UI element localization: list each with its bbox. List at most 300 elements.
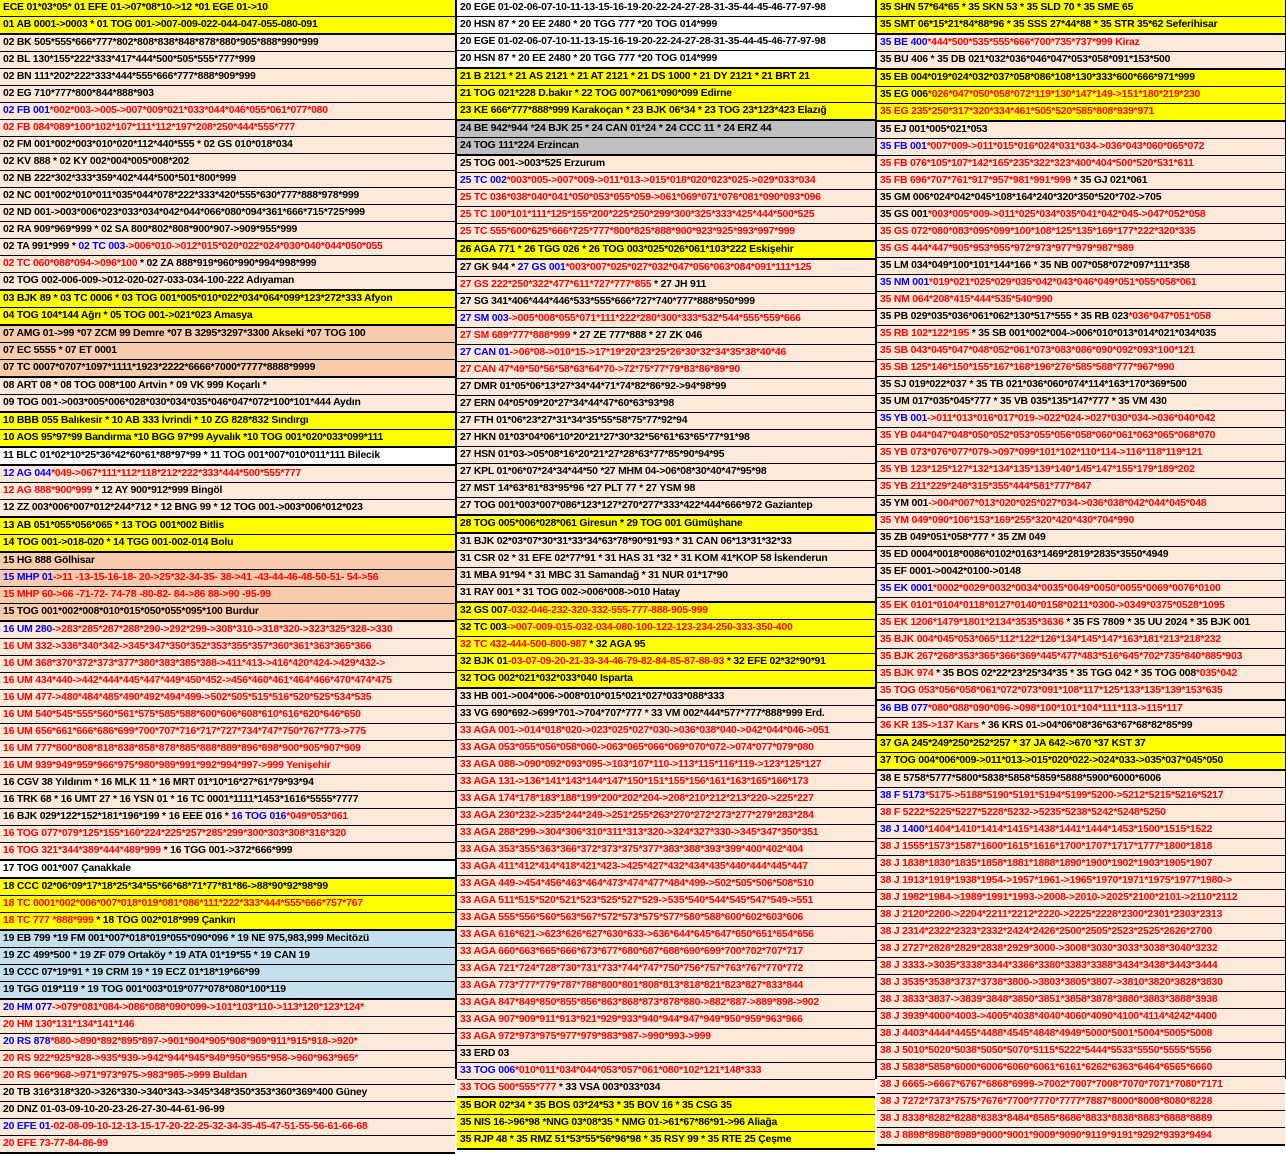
plate-group-block <box>877 701 1285 736</box>
plate-segment: 19 TGG 019*119 * 19 TOG 001*003*019*077*078*080*100*119 <box>3 984 286 995</box>
plate-line <box>0 570 455 587</box>
plate-line <box>457 121 875 138</box>
plate-segment: * 35 FS 7809 * 35 UU 2024 * 35 BJK 001 <box>1063 617 1250 628</box>
plate-line <box>0 913 455 929</box>
plate-line <box>0 483 455 500</box>
plate-line <box>0 982 455 998</box>
plate-line <box>457 464 875 481</box>
plate-segment: 38 E 5758*5777*5800*5838*5858*5859*5888*5900*6000*6006 <box>880 773 1162 784</box>
plate-segment: 33 TOG 006 <box>460 1065 515 1076</box>
plate-segment: * 35 GJ 021*061 <box>1070 175 1148 186</box>
plate-segment: * 32 AGA 95 <box>586 639 646 650</box>
plate-segment: 38 J 2727*2828*2829*2838*2929*3000->3008*3030*3033*3038*3040*3232 <box>880 943 1218 954</box>
plate-line <box>877 958 1285 975</box>
plate-segment: 33 AGA 449->454*456*463*464*473*474*477*484*499->502*505*506*508*510 <box>460 878 814 889</box>
plate-line <box>877 649 1285 666</box>
plate-group-block <box>0 931 455 1000</box>
plate-line <box>457 978 875 995</box>
plate-segment: ->011*013*016*017*019->022*024->027*030*034->036*040*042 <box>927 413 1216 424</box>
plate-line <box>877 598 1285 615</box>
plate-segment: * 33 VSA 003*033*034 <box>556 1082 661 1093</box>
plate-line <box>0 1136 455 1152</box>
plate-line <box>0 622 455 639</box>
plate-segment: * 02 ZA 888*919*960*990*994*998*999 <box>137 258 317 269</box>
plate-line <box>0 673 455 690</box>
plate-line <box>457 637 875 654</box>
plate-line <box>457 1115 875 1132</box>
plate-segment: 14 TOG 001->018-020 * 14 TGG 001-002-014 Bolu <box>3 537 234 548</box>
plate-line <box>457 362 875 379</box>
plate-line <box>877 326 1285 343</box>
plate-segment: *003*005->007*009->011*013->015*018*020*023*025->029*033*034 <box>506 175 816 186</box>
plate-segment: *880->890*892*895*897->901*904*905*908*909*911*915*918->920* <box>50 1036 358 1047</box>
plate-line <box>0 222 455 239</box>
plate-segment: 21 B 2121 * 21 AS 2121 * 21 AT 2121 * 21 DS 1000 * 21 DY 2121 * 21 BRT 21 <box>460 71 810 82</box>
plate-line <box>0 0 455 17</box>
plate-segment: 33 AGA 511*515*520*521*523*525*527*529->535*540*544*545*547*549->551 <box>460 895 814 906</box>
plate-segment: 20 HM 130*131*134*141*146 <box>3 1019 135 1030</box>
plate-line <box>877 907 1285 924</box>
plate-segment: 38 F 5173 <box>880 790 925 801</box>
plate-segment: 38 J 1555*1573*1587*1600*1615*1616*1700*1707*1717*1777*1800*1818 <box>880 841 1213 852</box>
plate-segment: *5175->5188*5190*5191*5194*5199*5200->5212*5215*5216*5217 <box>925 790 1224 801</box>
plate-segment: *1404*1410*1414*1415*1438*1441*1444*1453*1500*1515*1522 <box>924 824 1213 835</box>
plate-line <box>877 975 1285 992</box>
plate-segment: 35 SMT 06*15*21*84*88*96 * 35 SSS 27*44*88 * 35 STR 35*62 Seferihisar <box>880 19 1218 30</box>
plate-line <box>877 753 1285 769</box>
plate-group-block <box>877 736 1285 771</box>
plate-line <box>0 604 455 620</box>
plate-line <box>0 656 455 673</box>
plate-group-block <box>877 35 1285 70</box>
plate-line <box>877 343 1285 360</box>
plate-segment: -032-046-232-320-332-555-777-888-905-999 <box>507 605 708 616</box>
plate-line <box>457 585 875 601</box>
plate-segment: *444*500*535*555*666*700*735*737*999 Kiraz <box>927 37 1140 48</box>
plate-segment: *049->067*111*112*118*212*222*333*444*500*555*777 <box>51 468 302 479</box>
plate-segment: 35 EB 004*019*024*032*037*058*086*108*130*333*600*666*971*999 <box>880 72 1195 83</box>
plate-line <box>877 479 1285 496</box>
plate-group-block <box>457 603 875 689</box>
plate-group-block <box>457 156 875 242</box>
plate-line <box>0 395 455 411</box>
plate-segment: * 35 SB 001*002*004->006*010*013*014*021*034*035 <box>969 328 1217 339</box>
plate-segment: 25 TC 002 <box>460 175 507 186</box>
plate-segment: * 27 JH 911 <box>651 279 707 290</box>
plate-segment: 33 AGA 616*621->623*626*627*630*633->636*644*645*647*650*651*654*656 <box>460 929 814 940</box>
plate-line <box>457 224 875 240</box>
plate-line <box>0 69 455 86</box>
plate-group-block <box>877 70 1285 122</box>
plate-line <box>457 103 875 119</box>
plate-segment: 20 RS 966*968->971*973*975->983*985->999 Buldan <box>3 1070 247 1081</box>
plate-line <box>0 35 455 52</box>
plate-segment: 16 BJK 029*122*152*181*196*199 * 16 EEE 016 * <box>3 811 232 822</box>
plate-segment: *080*088*090*096->098*100*101*104*111*113->115*117 <box>927 703 1183 714</box>
plate-line <box>877 173 1285 190</box>
plate-group-block <box>457 242 875 260</box>
plate-segment: 18 CCC 02*06*09*17*18*25*34*55*66*68*71*77*81*86->88*90*92*98*99 <box>3 881 328 892</box>
plate-line <box>457 51 875 67</box>
plate-line <box>457 156 875 173</box>
plate-line <box>877 873 1285 890</box>
plate-line <box>457 774 875 791</box>
plate-line <box>0 1102 455 1119</box>
plate-line <box>0 256 455 273</box>
plate-segment: 31 RAY 001 * 31 TOG 002->006*008->010 Hatay <box>460 587 680 598</box>
plate-segment: * 32 EFE 02*32*90*91 <box>724 656 826 667</box>
plate-segment: 18 TC 777 *888*999 <box>3 915 94 926</box>
plate-segment: 33 AGA 353*355*363*366*372*373*375*377*383*388*393*399*400*402*404 <box>460 844 804 855</box>
plate-segment: 35 FB 001 <box>880 141 927 152</box>
plate-segment: 16 TOG 321*344*389*444*489*999 <box>3 845 161 856</box>
plate-line <box>877 224 1285 241</box>
plate-line <box>877 547 1285 564</box>
plate-segment: 02 EG 710*777*800*844*888*903 <box>3 88 154 99</box>
plate-segment: 23 KE 666*777*888*999 Karakoçan * 23 BJK 06*34 * 23 TOG 23*123*423 Elazığ <box>460 105 827 116</box>
plate-segment: 35 YB 123*125*127*132*134*135*139*140*145*147*155*179*189*202 <box>880 464 1195 475</box>
plate-line <box>877 1094 1285 1111</box>
plate-line <box>877 462 1285 479</box>
plate-line <box>877 428 1285 445</box>
plate-segment: 02 KV 888 * 02 KY 002*004*005*008*202 <box>3 156 189 167</box>
plate-line <box>877 52 1285 68</box>
column-left <box>0 0 457 1149</box>
plate-line <box>877 513 1285 530</box>
plate-group-block <box>0 291 455 326</box>
plate-line <box>457 551 875 568</box>
plate-segment: *0002*0029*0032*0034*0035*0049*0050*0055*0069*0076*0100 <box>932 583 1221 594</box>
plate-line <box>457 876 875 893</box>
plate-segment: ->004*007*013*020*025*027*034->036*038*042*044*045*048 <box>928 498 1207 509</box>
plate-line <box>877 394 1285 411</box>
plate-line <box>457 1029 875 1046</box>
plate-line <box>877 104 1285 120</box>
plate-segment: 16 UM 939*949*959*966*975*980*989*991*992*994*997->999 Yenişehir <box>3 760 331 771</box>
plate-segment: 33 AGA 907*909*911*913*921*929*933*940*944*947*949*950*959*963*966 <box>460 1014 803 1025</box>
plate-segment: 16 UM 280 <box>3 624 53 635</box>
plate-line <box>0 103 455 120</box>
plate-segment: 02 NB 222*302*333*359*402*444*500*501*800*999 <box>3 173 237 184</box>
plate-segment: 19 ZC 499*500 * 19 ZF 079 Ortaköy * 19 ATA 01*19*55 * 19 CAN 19 <box>3 950 310 961</box>
plate-line <box>877 87 1285 104</box>
plate-line <box>877 1009 1285 1026</box>
plate-segment: 37 TOG 004*006*009->011*013->015*020*022->024*033->035*037*045*050 <box>880 755 1224 766</box>
plate-segment: *036*047*051*058 <box>1128 311 1211 322</box>
plate-line <box>457 447 875 464</box>
plate-line <box>457 1098 875 1115</box>
plate-segment: 32 TC 003 <box>460 622 507 633</box>
plate-segment: 35 GM 006*024*042*045*108*164*240*320*350*520*702->705 <box>880 192 1162 203</box>
plate-line <box>877 445 1285 462</box>
plate-line <box>877 822 1285 839</box>
plate-line <box>457 413 875 430</box>
plate-segment: * 36 KRS 01->04*06*08*36*63*67*68*82*85*99 <box>978 720 1193 731</box>
plate-segment: 12 AG 888*900*999 <box>3 485 93 496</box>
plate-segment: 32 BJK 01 <box>460 656 508 667</box>
plate-line <box>877 139 1285 156</box>
plate-line <box>877 683 1285 699</box>
plate-segment: 35 YB 073*076*077*079->097*099*101*102*110*114->116*118*119*121 <box>880 447 1203 458</box>
plate-segment: 35 ED 0004*0018*0086*0102*0163*1469*2819*2835*3550*4949 <box>880 549 1169 560</box>
plate-segment: 38 F 5222*5225*5227*5228*5232->5235*5238*5242*5248*5250 <box>880 807 1166 818</box>
plate-segment: 38 J 1838*1830*1835*1858*1881*1888*1890*1900*1902*1903*1905*1907 <box>880 858 1213 869</box>
plate-line <box>0 690 455 707</box>
plate-line <box>457 207 875 224</box>
plate-segment: 16 UM 656*661*666*686*699*700*707*716*717*727*734*747*750*767*773->775 <box>3 726 367 737</box>
plate-line <box>0 500 455 516</box>
plate-segment: 35 BU 406 * 35 DB 021*032*036*046*047*053*058*091*153*500 <box>880 54 1171 65</box>
plate-group-block <box>457 1098 875 1150</box>
plate-line <box>0 931 455 948</box>
plate-segment: 35 YB 211*229*248*315*355*444*581*777*847 <box>880 481 1092 492</box>
plate-segment: 27 HKN 01*03*04*06*10*20*21*27*30*32*56*61*63*65*77*91*98 <box>460 432 750 443</box>
plate-segment: 20 RS 922*925*928->935*939->942*944*945*949*950*955*958->960*963*965* <box>3 1053 359 1064</box>
plate-segment: 35 EK 0001 <box>880 583 933 594</box>
plate-line <box>0 188 455 205</box>
plate-group-block <box>457 69 875 121</box>
plate-segment: 02 ND 001->003*006*023*033*034*042*044*066*080*094*361*666*715*725*999 <box>3 207 365 218</box>
plate-segment: 35 SHN 57*64*65 * 35 SKN 53 * 35 SLD 70 * 35 SME 65 <box>880 2 1134 13</box>
plate-line <box>0 1017 455 1034</box>
plate-segment: 19 EB 799 *19 FM 001*007*018*019*055*090*096 * 19 NE 975,983,999 Mecitözü <box>3 933 370 944</box>
plate-line <box>457 1063 875 1080</box>
plate-segment: 16 CGV 38 Yıldırım * 16 MLK 11 * 16 MRT 01*10*16*27*61*79*93*94 <box>3 777 314 788</box>
plate-line <box>457 961 875 978</box>
plate-segment: 25 TOG 001->003*525 Erzurum <box>460 158 605 169</box>
plate-line <box>457 893 875 910</box>
plate-segment: 25 TC 036*038*040*041*050*053*055*059->061*069*071*076*081*090*093*096 <box>460 192 821 203</box>
plate-segment: 35 YM 049*090*106*153*169*255*320*420*430*704*990 <box>880 515 1135 526</box>
plate-segment: 35 FB 076*105*107*142*165*235*322*323*400*404*500*520*531*611 <box>880 158 1194 169</box>
plate-line <box>0 239 455 256</box>
plate-segment: 16 TOG 016 <box>231 811 287 822</box>
plate-segment: 16 TOG 077*079*125*155*160*224*225*257*285*299*300*303*308*316*320 <box>3 828 347 839</box>
plate-segment: 01 AB 0001->0003 * 01 TOG 001->007-009-022-044-047-055-080-091 <box>3 19 318 30</box>
plate-segment: 35 RJP 48 * 35 RMZ 51*53*55*56*96*98 * 35 RSY 99 * 35 RTE 25 Çeşme <box>460 1134 792 1145</box>
plate-segment: 04 TOG 104*144 Ağrı * 05 TOG 001->021*023 Amasya <box>3 310 253 321</box>
plate-line <box>877 992 1285 1009</box>
plate-line <box>457 620 875 637</box>
plate-line <box>0 1119 455 1136</box>
plate-segment: 33 ERD 03 <box>460 1048 510 1059</box>
plate-segment: 35 RB 102*122*195 <box>880 328 970 339</box>
plate-group-block <box>877 122 1285 701</box>
plate-segment: 35 EJ 001*005*021*053 <box>880 124 988 135</box>
plate-segment: 12 AG 044 <box>3 468 52 479</box>
plate-segment: 27 HSN 01*03->05*08*16*20*21*27*28*63*77*85*90*94*95 <box>460 449 725 460</box>
plate-segment: 35 FB 696*707*761*917*957*981*991*999 <box>880 175 1071 186</box>
plate-segment: 36 BB 077 <box>880 703 928 714</box>
plate-segment: 35 BJK 004*045*053*065*112*122*126*134*145*147*163*181*213*218*232 <box>880 634 1221 645</box>
plate-segment: ->007-009-015-032-034-080-100-122-123-234-250-333-350-400 <box>506 622 793 633</box>
plate-segment: ->006*010->012*015*020*022*024*030*040*044*050*055 <box>125 241 383 252</box>
plate-segment: 27 TOG 001*003*007*086*123*127*270*277*333*422*444*666*972 Gaziantep <box>460 500 813 511</box>
plate-segment: * 12 AY 900*912*999 Bingöl <box>92 485 223 496</box>
plate-segment: 38 J 4403*4444*4455*4488*4545*4848*4949*5000*5001*5004*5005*5008 <box>880 1028 1213 1039</box>
plate-line <box>877 530 1285 547</box>
plate-line <box>0 378 455 395</box>
plate-segment: 38 J 7272*7373*7575*7676*7700*7770*7777*7887*8000*8008*8080*8228 <box>880 1096 1213 1107</box>
plate-line <box>0 308 455 324</box>
plate-segment: ->005*008*055*071*111*222*280*300*333*532*544*555*559*666 <box>508 313 801 324</box>
plate-line <box>457 1046 875 1063</box>
plate-segment: 10 BBB 055 Balıkesir * 10 AB 333 İvrindi * 10 ZG 828*832 Sındırgı <box>3 415 309 426</box>
plate-segment: 35 SB 043*045*047*048*052*061*073*083*086*090*092*093*100*121 <box>880 345 1195 356</box>
plate-line <box>457 927 875 944</box>
plate-segment: 35 PB 029*035*036*061*062*130*517*555 * 35 RB 023 <box>880 311 1129 322</box>
plate-segment: 15 MHP 60->66 -71-72- 74-78 -80-82- 84->86 88->90 -95-99 <box>3 589 271 600</box>
plate-line <box>0 1000 455 1017</box>
plate-line <box>0 343 455 360</box>
plate-segment: 35 NIS 16->96*98 *NNG 03*08*35 * NMG 01->61*67*86*91->96 Aliağa <box>460 1117 778 1128</box>
plate-segment: 35 UM 017*035*045*777 * 35 VB 035*135*147*777 * 35 VM 430 <box>880 396 1167 407</box>
plate-line <box>0 843 455 859</box>
plate-line <box>877 70 1285 87</box>
plate-segment: 33 AGA 088->090*092*093*095->103*107*110->113*115*116*119->123*125*127 <box>460 759 822 770</box>
plate-line <box>0 826 455 843</box>
plate-segment: 31 MBA 91*94 * 31 MBC 31 Samandağ * 31 NUR 01*17*90 <box>460 570 728 581</box>
plate-segment: 28 TOG 005*006*028*061 Giresun * 29 TOG 001 Gümüşhane <box>460 518 743 529</box>
plate-line <box>877 771 1285 788</box>
plate-line <box>877 632 1285 649</box>
plate-line <box>0 707 455 724</box>
plate-segment: *019*021*025*029*035*042*043*046*049*051*055*058*061 <box>929 277 1197 288</box>
plate-line <box>877 1128 1285 1144</box>
plate-segment: * 27 ZE 777*888 * 27 ZK 046 <box>570 330 703 341</box>
plate-segment: ->11 -13-15-16-18- 20->25*32-34-35- 38->41 -43-44-46-48-50-51- 54->56 <box>53 572 379 583</box>
plate-group-block <box>0 879 455 931</box>
plate-segment: 35 GS 001 <box>880 209 928 220</box>
plate-segment: 20 EGE 01-02-06-07-10-11-13-15-16-19-20-22-24-27-28-31-35-44-45-46-77-97-98 <box>460 36 826 47</box>
plate-segment: 24 BE 942*944 *24 BJK 25 * 24 CAN 01*24 * 24 CCC 11 * 24 ERZ 44 <box>460 123 772 134</box>
plate-line <box>457 1080 875 1096</box>
plate-segment: 07 EC 5555 * 07 ET 0001 <box>3 345 117 356</box>
plate-segment: 18 TC 0001*002*006*007*018*019*081*086*111*222*333*444*555*666*757*767 <box>3 898 363 909</box>
plate-group-block <box>877 0 1285 35</box>
plate-segment: 16 UM 434*440->442*444*445*447*449*450*452->456*460*461*464*466*470*474*475 <box>3 675 392 686</box>
plate-line <box>457 34 875 51</box>
plate-segment: 38 J 1913*1919*1938*1954->1957*1961->1965*1970*1971*1975*1977*1980-> <box>880 875 1232 886</box>
plate-line <box>877 718 1285 734</box>
plate-segment: 27 ERN 04*05*09*20*27*34*44*47*60*63*93*98 <box>460 398 675 409</box>
plate-segment: 16 UM 777*800*808*818*838*858*878*885*888*889*896*898*900*905*907*909 <box>3 743 361 754</box>
plate-segment: 38 J 3939*4000*4003->4005*4038*4040*4060*4090*4100*4114*4242*4400 <box>880 1011 1217 1022</box>
plate-segment: 33 AGA 230*232->235*244*249->251*255*263*270*272*273*277*279*283*284 <box>460 810 814 821</box>
plate-segment: 38 J 3333->3035*3338*3344*3366*3380*3383*3388*3434*3438*3443*3444 <box>880 960 1218 971</box>
plate-line <box>877 1026 1285 1043</box>
plate-segment: 02 NC 001*002*010*011*035*044*078*222*333*420*555*630*777*888*978*999 <box>3 190 360 201</box>
plate-segment: 11 BLC 01*02*10*25*36*42*60*61*88*97*99 * 11 TOG 001*007*010*011*111 Bilecik <box>3 450 380 461</box>
plate-segment: 13 AB 051*055*056*065 * 13 TOG 001*002 Bitlis <box>3 520 224 531</box>
plate-line <box>457 379 875 396</box>
plate-group-block <box>0 1000 455 1154</box>
plate-group-block <box>0 448 455 466</box>
plate-line <box>457 242 875 258</box>
plate-line <box>457 86 875 103</box>
plate-line <box>0 948 455 965</box>
plate-segment: 33 AGA 174*178*183*188*199*200*202*204->208*210*212*213*220->225*227 <box>460 793 814 804</box>
plate-segment: 20 TB 316*318*320->326*330->340*343->345*348*350*353*360*369*400 Güney <box>3 1087 368 1098</box>
plate-segment: ->06*08->010*15->17*19*20*23*25*26*30*32*34*35*38*40*46 <box>509 347 787 358</box>
plate-line <box>0 326 455 343</box>
plate-segment: *035*042 <box>1195 668 1238 679</box>
plate-line <box>0 17 455 33</box>
plate-segment: 16 TRK 68 * 16 UMT 27 * 16 YSN 01 * 16 TC 0001*1111*1453*1616*5555*7777 <box>3 794 359 805</box>
plate-segment: 35 LM 034*049*100*101*144*166 * 35 NB 007*058*072*097*111*358 <box>880 260 1190 271</box>
plate-segment: 02 TOG 002-006-009->012-020-027-033-034-100-222 Adıyaman <box>3 275 295 286</box>
plate-segment: 33 AGA 131->136*141*143*144*147*150*151*155*156*161*163*165*166*173 <box>460 776 809 787</box>
plate-line <box>877 496 1285 513</box>
plate-segment: 27 CAN 01 <box>460 347 510 358</box>
plate-line <box>877 924 1285 941</box>
plate-segment: *003*005*009->011*025*034*035*041*042*045->047*052*058 <box>927 209 1206 220</box>
plate-line <box>877 856 1285 873</box>
plate-line <box>457 740 875 757</box>
plate-line <box>0 758 455 775</box>
plate-segment: 15 TOG 001*002*008*010*015*050*055*095*100 Burdur <box>3 606 259 617</box>
plate-group-block <box>0 622 455 861</box>
plate-line <box>457 190 875 207</box>
plate-line <box>0 741 455 758</box>
plate-group-block <box>457 689 875 1098</box>
plate-segment: 33 AGA 721*724*728*730*731*733*744*747*750*756*757*763*767*770*772 <box>460 963 804 974</box>
plate-line <box>457 689 875 706</box>
plate-segment: 32 TC 432-444-500-800-987 <box>460 639 587 650</box>
plate-line <box>457 825 875 842</box>
plate-line <box>877 207 1285 224</box>
plate-line <box>0 535 455 551</box>
plate-line <box>877 309 1285 326</box>
plate-line <box>877 581 1285 598</box>
plate-line <box>877 1060 1285 1077</box>
plate-line <box>457 260 875 277</box>
plate-segment: 38 J 1982*1984->1989*1991*1993->2008->2010->2025*2100*2101->2110*2112 <box>880 892 1238 903</box>
plate-segment: 35 EF 0001->0042*0100->0148 <box>880 566 1021 577</box>
plate-line <box>877 1077 1285 1094</box>
plate-line <box>0 809 455 826</box>
plate-line <box>0 52 455 69</box>
plate-segment: 35 SB 125*146*150*155*167*168*196*276*585*588*777*967*990 <box>880 362 1175 373</box>
plate-segment: 35 GS 072*080*083*095*099*100*108*125*135*169*177*222*320*335 <box>880 226 1196 237</box>
plate-segment: 38 J 8898*8988*8989*9000*9001*9009*9090*9119*9191*9292*9393*9494 <box>880 1130 1212 1141</box>
plate-segment: 35 GS 444*447*905*953*955*972*973*977*979*987*989 <box>880 243 1134 254</box>
plate-line <box>877 122 1285 139</box>
plate-line <box>877 156 1285 173</box>
plate-segment: 25 TC 100*101*111*125*155*200*225*250*299*300*325*333*425*444*500*525 <box>460 209 815 220</box>
plate-group-block <box>0 413 455 448</box>
plate-line <box>457 808 875 825</box>
plate-group-block <box>0 326 455 378</box>
plate-segment: 35 BJK 974 <box>880 668 934 679</box>
plate-segment: 33 AGA 773*777*779*787*788*800*801*808*813*818*821*823*827*833*844 <box>460 980 804 991</box>
plate-segment: 16 UM 477->480*484*485*490*492*494*499->502*505*515*516*520*525*534*535 <box>3 692 372 703</box>
plate-segment: 02 TC 003 <box>78 241 126 252</box>
plate-segment: 38 J 1400 <box>880 824 925 835</box>
plate-line <box>457 173 875 190</box>
plate-segment: -02-08-09-10-12-13-15-17-20-22-25-32-34-35-45-47-51-55-56-61-66-68 <box>50 1121 368 1132</box>
plate-segment: 33 AGA 288*299->304*306*310*311*313*320->324*327*330->345*347*350*351 <box>460 827 819 838</box>
plate-line <box>0 1068 455 1085</box>
plate-segment: 02 TC 060*088*094->096*100 <box>3 258 138 269</box>
plate-group-block <box>457 516 875 534</box>
plate-line <box>0 792 455 809</box>
plate-segment: 33 AGA 411*412*414*418*421*423->425*427*432*434*435*440*444*445*447 <box>460 861 808 872</box>
plate-segment: 38 J 2120*2200->2204*2211*2212*2220->2225*2228*2300*2301*2303*2313 <box>880 909 1223 920</box>
plate-segment: 27 SG 341*406*444*446*533*555*666*727*740*777*888*950*999 <box>460 296 755 307</box>
plate-segment: 27 GS 222*250*322*477*611*727*777*855 <box>460 279 652 290</box>
plate-line <box>457 481 875 498</box>
